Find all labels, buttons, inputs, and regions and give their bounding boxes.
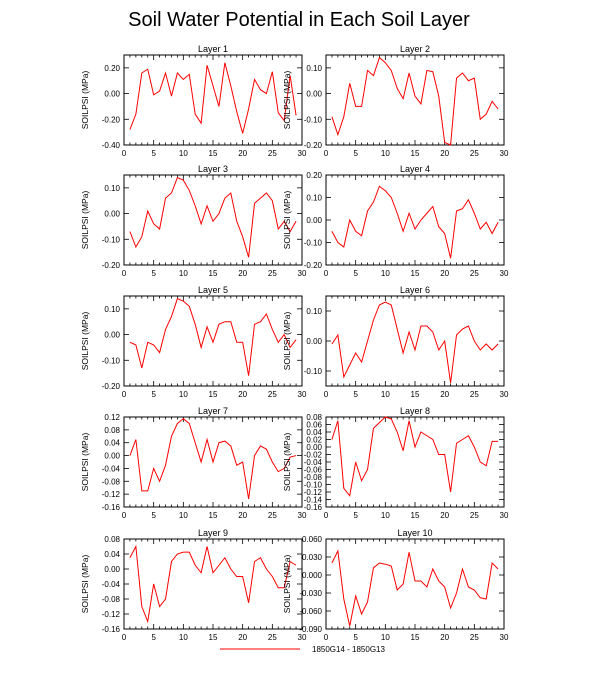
series-line	[130, 547, 296, 622]
y-tick-label: -0.20	[101, 382, 120, 391]
panel-grid	[80, 44, 509, 642]
y-tick-label: -0.16	[303, 503, 322, 512]
y-tick-label: 0.00	[306, 443, 322, 452]
x-tick-label: 25	[267, 633, 277, 642]
x-tick-label: 25	[469, 633, 479, 642]
y-tick-label: -0.10	[303, 480, 322, 490]
y-tick-label: -0.02	[303, 450, 322, 460]
x-tick-label: 30	[499, 633, 509, 642]
y-tick-label: -0.20	[101, 115, 120, 125]
x-tick-label: 20	[238, 633, 248, 642]
x-tick-label: 25	[469, 269, 479, 278]
x-tick-label: 20	[238, 149, 248, 158]
y-axis-label: SOILPSI (MPa)	[80, 70, 90, 130]
y-tick-label: -0.10	[303, 367, 322, 376]
x-tick-label: 10	[380, 269, 390, 278]
x-tick-label: 0	[323, 511, 329, 520]
x-tick-label: 5	[353, 390, 358, 399]
y-tick-label: 0.20	[306, 171, 322, 180]
y-tick-label: 0.02	[306, 435, 322, 445]
x-tick-label: 20	[238, 511, 248, 520]
y-axis-label: SOILPSI (MPa)	[80, 190, 90, 250]
chart-panel-8	[282, 406, 509, 520]
x-tick-label: 5	[353, 511, 358, 520]
y-tick-label: -0.10	[303, 238, 322, 248]
y-tick-label: -0.04	[101, 464, 120, 474]
y-tick-label: 0.00	[306, 337, 322, 346]
panel-title: Layer 3	[197, 164, 229, 174]
y-tick-label: 0.00	[104, 565, 120, 574]
y-tick-label: -0.04	[101, 580, 120, 589]
y-axis-label: SOILPSI (MPa)	[282, 311, 292, 371]
y-tick-label: 0.10	[306, 63, 322, 73]
x-tick-label: 20	[238, 269, 248, 278]
x-tick-label: 0	[121, 511, 127, 520]
y-tick-label: 0.00	[104, 89, 120, 99]
x-tick-label: 20	[440, 149, 450, 158]
panel-title: Layer 1	[197, 44, 229, 54]
x-tick-label: 0	[323, 149, 329, 158]
x-tick-label: 30	[499, 149, 509, 158]
x-tick-label: 25	[469, 149, 479, 158]
panel-title: Layer 6	[399, 285, 431, 295]
y-tick-label: -0.20	[303, 141, 322, 150]
y-axis-label: SOILPSI (MPa)	[282, 70, 292, 130]
series-line	[332, 58, 498, 145]
x-tick-label: 10	[178, 149, 188, 158]
y-tick-label: -0.20	[303, 261, 322, 270]
x-tick-label: 15	[208, 511, 218, 520]
chart-panel-5	[80, 285, 307, 399]
legend	[220, 645, 385, 654]
y-tick-label: -0.12	[101, 610, 120, 619]
x-tick-label: 15	[208, 149, 218, 158]
x-tick-label: 20	[238, 390, 248, 399]
x-tick-label: 0	[323, 390, 329, 399]
y-tick-label: 0.00	[104, 209, 120, 219]
chart-panel-2	[282, 44, 509, 158]
x-tick-label: 5	[353, 633, 358, 642]
y-axis-label: SOILPSI (MPa)	[80, 311, 90, 371]
plot-frame	[124, 55, 302, 145]
panel-title: Layer 8	[399, 406, 431, 416]
plot-frame	[326, 417, 504, 507]
y-tick-label: 0.08	[306, 413, 322, 422]
chart-panel-10	[282, 528, 509, 642]
series-line	[332, 302, 498, 383]
x-tick-label: 20	[440, 390, 450, 399]
y-tick-label: 0.06	[306, 420, 322, 430]
x-tick-label: 30	[499, 390, 509, 399]
y-axis-label: SOILPSI (MPa)	[80, 432, 90, 492]
y-tick-label: -0.030	[299, 589, 322, 598]
x-tick-label: 0	[323, 269, 329, 278]
y-axis-label: SOILPSI (MPa)	[282, 554, 292, 614]
y-tick-label: -0.08	[101, 477, 120, 487]
x-tick-label: 30	[297, 149, 307, 158]
y-tick-label: 0.10	[104, 183, 120, 193]
x-tick-label: 30	[297, 511, 307, 520]
y-tick-label: 0.00	[104, 330, 120, 340]
x-tick-label: 5	[353, 269, 358, 278]
y-tick-label: -0.12	[101, 490, 120, 500]
x-tick-label: 30	[297, 633, 307, 642]
x-tick-label: 20	[440, 511, 450, 520]
series-line	[130, 178, 296, 258]
y-axis-label: SOILPSI (MPa)	[80, 554, 90, 614]
y-tick-label: 0.000	[301, 571, 322, 580]
x-tick-label: 0	[121, 633, 127, 642]
plot-frame	[326, 539, 504, 629]
series-line	[332, 551, 498, 626]
x-tick-label: 30	[499, 511, 509, 520]
x-tick-label: 20	[440, 633, 450, 642]
chart-panel-3	[80, 164, 307, 278]
x-tick-label: 0	[323, 633, 329, 642]
x-tick-label: 0	[121, 149, 127, 158]
series-line	[130, 419, 296, 499]
x-tick-label: 25	[267, 269, 277, 278]
x-tick-label: 25	[267, 511, 277, 520]
x-tick-label: 20	[440, 269, 450, 278]
legend-label: 1850G14 - 1850G13	[312, 645, 385, 654]
y-tick-label: 0.060	[301, 535, 322, 544]
x-tick-label: 15	[410, 511, 420, 520]
series-line	[332, 186, 498, 258]
series-line	[130, 299, 296, 376]
x-tick-label: 15	[208, 633, 218, 642]
x-tick-label: 5	[353, 149, 358, 158]
y-tick-label: 0.00	[104, 451, 120, 461]
figure-title: Soil Water Potential in Each Soil Layer	[128, 9, 470, 31]
panel-title: Layer 10	[397, 528, 433, 538]
x-tick-label: 10	[178, 390, 188, 399]
x-tick-label: 15	[410, 269, 420, 278]
x-tick-label: 25	[469, 511, 479, 520]
x-tick-label: 5	[151, 269, 156, 278]
x-tick-label: 15	[208, 390, 218, 399]
x-tick-label: 25	[267, 149, 277, 158]
x-tick-label: 5	[151, 633, 156, 642]
y-axis-label: SOILPSI (MPa)	[282, 432, 292, 492]
x-tick-label: 10	[178, 511, 188, 520]
y-tick-label: 0.04	[306, 428, 322, 437]
y-tick-label: -0.10	[101, 235, 120, 245]
panel-title: Layer 7	[197, 406, 229, 416]
x-tick-label: 5	[151, 511, 156, 520]
y-tick-label: 0.030	[301, 553, 322, 562]
y-tick-label: 0.20	[104, 63, 120, 73]
x-tick-label: 25	[267, 390, 277, 399]
y-tick-label: 0.08	[104, 425, 120, 435]
chart-panel-1	[80, 44, 307, 158]
x-tick-label: 15	[410, 390, 420, 399]
x-tick-label: 10	[380, 390, 390, 399]
y-tick-label: 0.10	[104, 304, 120, 314]
panel-title: Layer 2	[399, 44, 431, 54]
x-tick-label: 15	[410, 633, 420, 642]
panel-title: Layer 9	[197, 528, 229, 538]
y-tick-label: 0.10	[306, 193, 322, 203]
y-tick-label: -0.16	[101, 625, 120, 634]
chart-panel-7	[80, 406, 307, 520]
x-tick-label: 30	[297, 390, 307, 399]
chart-panel-4	[282, 164, 509, 278]
x-tick-label: 15	[410, 149, 420, 158]
x-tick-label: 10	[380, 511, 390, 520]
chart-panel-9	[80, 528, 307, 642]
panel-title: Layer 4	[399, 164, 431, 174]
y-tick-label: -0.08	[303, 473, 322, 482]
x-tick-label: 10	[380, 149, 390, 158]
x-tick-label: 0	[121, 269, 127, 278]
x-tick-label: 10	[178, 269, 188, 278]
series-line	[130, 63, 296, 134]
chart-panel-6	[282, 285, 509, 399]
y-tick-label: -0.40	[101, 141, 120, 150]
y-tick-label: -0.04	[303, 458, 322, 467]
x-tick-label: 25	[469, 390, 479, 399]
y-tick-label: -0.06	[303, 465, 322, 475]
y-tick-label: 0.08	[104, 535, 120, 544]
y-tick-label: -0.08	[101, 595, 120, 604]
y-tick-label: 0.00	[306, 216, 322, 225]
panel-title: Layer 5	[197, 285, 229, 295]
y-tick-label: 0.04	[104, 438, 120, 448]
y-axis-label: SOILPSI (MPa)	[282, 190, 292, 250]
y-tick-label: -0.14	[303, 495, 322, 505]
plot-frame	[124, 539, 302, 629]
y-tick-label: -0.090	[299, 625, 322, 634]
y-tick-label: -0.10	[101, 356, 120, 366]
plot-frame	[326, 296, 504, 386]
y-tick-label: -0.16	[101, 503, 120, 512]
y-tick-label: -0.10	[303, 115, 322, 125]
y-tick-label: -0.060	[299, 607, 322, 616]
y-tick-label: 0.10	[306, 307, 322, 316]
x-tick-label: 15	[208, 269, 218, 278]
y-tick-label: 0.00	[306, 89, 322, 99]
x-tick-label: 30	[297, 269, 307, 278]
x-tick-label: 5	[151, 149, 156, 158]
y-tick-label: -0.12	[303, 488, 322, 497]
series-line	[332, 417, 498, 496]
y-tick-label: -0.20	[101, 261, 120, 270]
x-tick-label: 0	[121, 390, 127, 399]
x-tick-label: 30	[499, 269, 509, 278]
x-tick-label: 5	[151, 390, 156, 399]
y-tick-label: 0.04	[104, 550, 120, 559]
x-tick-label: 10	[178, 633, 188, 642]
x-tick-label: 10	[380, 633, 390, 642]
y-tick-label: 0.12	[104, 413, 120, 422]
